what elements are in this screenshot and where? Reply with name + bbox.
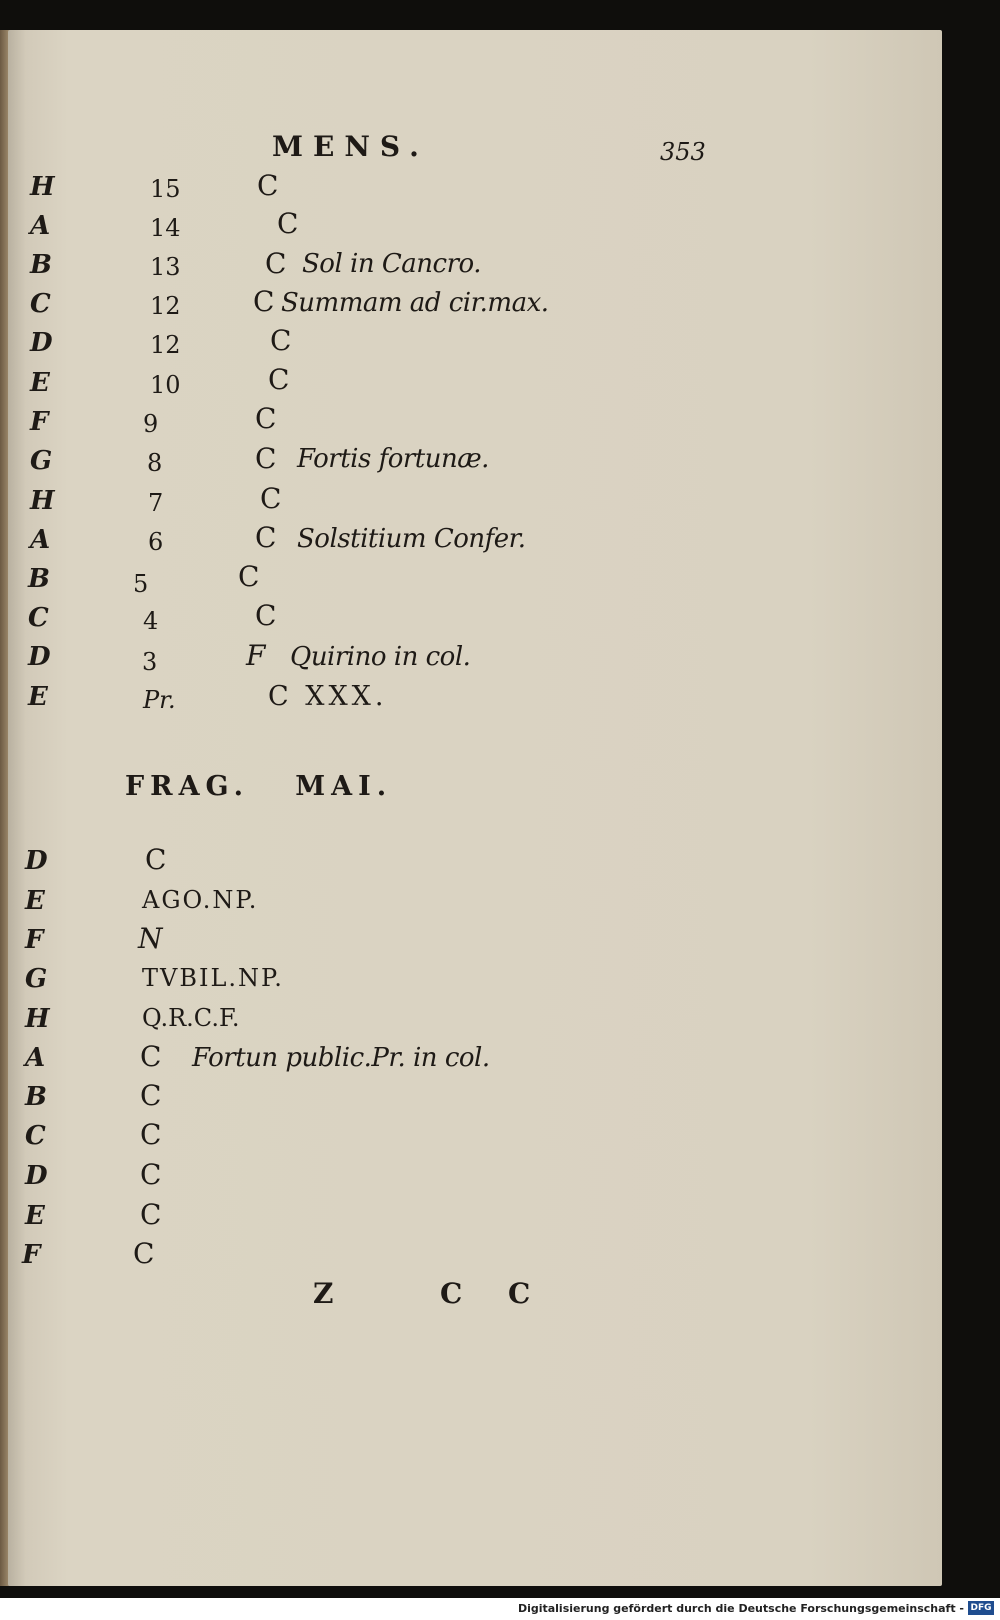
day-mark: C [260,482,282,515]
day-code: AGO.NP. [142,886,259,914]
day-note: Fortun public.Pr. in col. [192,1043,490,1073]
day-letter: D [25,846,48,876]
day-mark: C [255,442,277,475]
day-letter: E [25,1201,45,1231]
day-code: C [140,1158,164,1191]
day-letter: B [28,564,50,594]
day-mark: C [255,521,277,554]
day-note: Sol in Cancro. [302,249,481,279]
day-number: 3 [142,648,158,676]
signature-right: C C [440,1277,549,1310]
day-number: 13 [150,253,181,281]
day-letter: C [28,603,49,633]
day-letter: C [25,1121,46,1151]
day-letter: F [25,925,44,955]
day-code: TVBIL.NP. [142,964,284,992]
day-code: C [140,1198,164,1231]
day-mark: C [255,599,277,632]
day-mark: C [270,324,292,357]
dfg-logo-icon: DFG [968,1601,994,1615]
day-letter: F [30,407,49,437]
day-mark: F [246,639,266,672]
day-mark: C XXX. [268,681,388,712]
day-letter: F [22,1240,41,1270]
day-letter: D [30,328,53,358]
day-letter: E [25,886,45,916]
day-code: Q.R.C.F. [142,1004,240,1032]
day-letter: E [30,368,50,398]
day-code: C [133,1237,157,1270]
day-code: C [145,843,169,876]
day-letter: D [25,1161,48,1191]
day-number: 12 [150,292,181,320]
day-letter: E [28,682,48,712]
section-heading: FRAG. MAI. [125,771,393,802]
day-number: Pr. [143,686,176,714]
digitization-credit: Digitalisierung gefördert durch die Deutsche Forschungsgemeinschaft - [517,1602,964,1615]
day-note: Fortis fortunæ. [297,444,489,474]
day-letter: B [30,250,52,280]
day-code: N [138,922,165,955]
day-letter: B [25,1082,47,1112]
day-number: 6 [148,528,164,556]
page-number: 353 [660,138,706,166]
signature-left: Z [313,1277,334,1310]
day-letter: G [30,446,53,476]
day-mark: C [268,363,290,396]
day-letter: A [30,525,51,555]
day-note: Solstitium Confer. [297,524,526,554]
day-number: 10 [150,371,181,399]
day-mark: C [253,285,275,318]
day-letter: H [30,486,55,516]
day-letter: H [25,1004,50,1034]
day-letter: A [25,1043,46,1073]
day-number: 7 [148,489,164,517]
day-code: C [140,1118,164,1151]
running-header: MENS. [272,130,429,163]
day-code: C [140,1079,164,1112]
day-mark: C [238,560,260,593]
day-number: 14 [150,214,181,242]
day-code: C [140,1040,164,1073]
day-number: 12 [150,331,181,359]
day-note: Quirino in col. [290,642,471,672]
day-letter: H [30,172,55,202]
day-mark: C [255,402,277,435]
day-letter: G [25,964,48,994]
day-letter: D [28,642,51,672]
day-number: 8 [147,449,163,477]
day-mark: C [257,169,279,202]
day-number: 5 [133,570,149,598]
day-mark: C [265,247,287,280]
day-mark: C [277,207,299,240]
day-note: Summam ad cir.max. [281,288,549,318]
day-number: 4 [143,607,159,635]
day-number: 15 [150,175,181,203]
day-letter: C [30,289,51,319]
day-letter: A [30,211,51,241]
day-number: 9 [143,410,159,438]
